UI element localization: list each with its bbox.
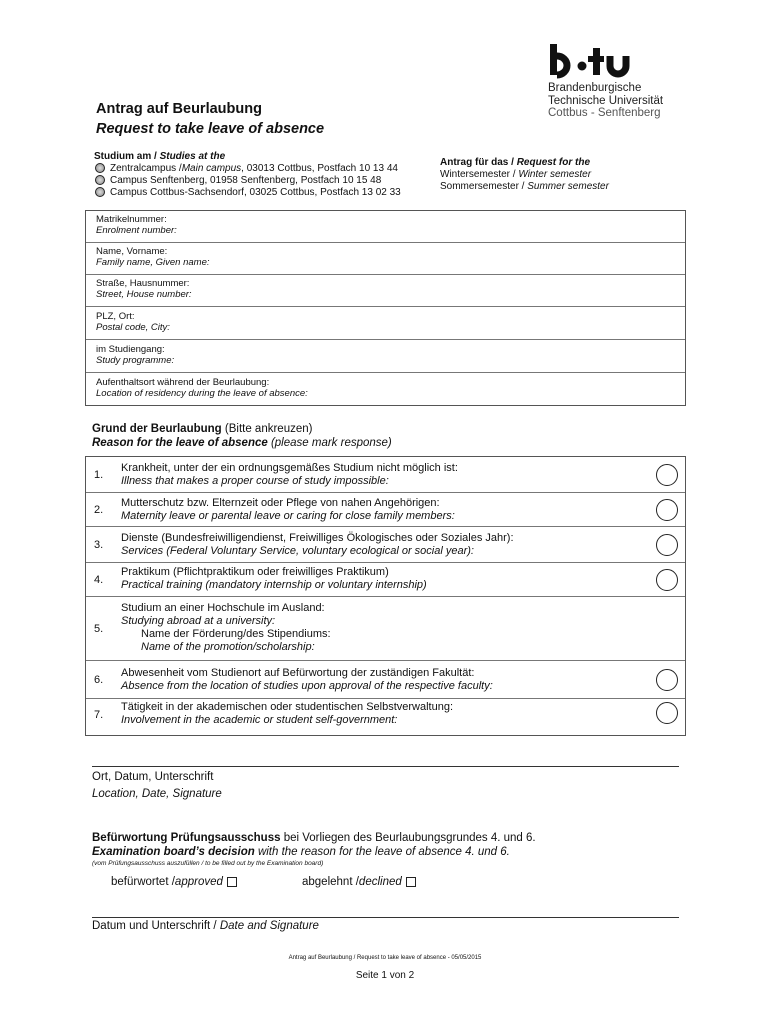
reason-row-maternity [86,493,685,527]
reason-row-self-government [86,699,685,735]
semester-option-label: Sommersemester / [440,181,528,192]
field-name[interactable] [86,243,685,275]
reason-text-en: Services (Federal Voluntary Service, voluntary ecological or social year): [121,545,474,557]
reason-text-de: Studium an einer Hochschule im Ausland: [121,602,325,614]
reason-checkbox-circle[interactable] [656,669,678,691]
field-label-en: Postal code, City: [96,322,170,333]
reason-row-abroad [86,597,685,661]
approved-checkbox[interactable] [227,877,237,887]
field-label: Matrikelnummer: [96,214,167,225]
campus-option-address: , 03013 Cottbus, Postfach 10 13 44 [241,162,398,174]
field-enrolment-number[interactable] [86,211,685,243]
reason-text-de: Dienste (Bundesfreiwilligendienst, Freiwilliges Ökologisches oder Soziales Jahr): [121,532,514,544]
reason-text [121,602,331,654]
reason-row-illness [86,457,685,493]
field-street[interactable] [86,275,685,307]
reason-text-en: Absence from the location of studies upon approval of the respective faculty: [121,680,493,692]
reason-text-de: Tätigkeit in der akademischen oder studentischen Selbstverwaltung: [121,701,454,713]
field-label: PLZ, Ort: [96,311,135,322]
reason-number: 5. [94,623,104,635]
field-label-en: Family name, Given name: [96,257,210,268]
semester-option-label-en: Summer semester [527,181,609,192]
reason-checkbox-circle[interactable] [656,534,678,556]
board-heading-rest-en: with the reason for the leave of absence 4. und 6. [254,846,510,858]
reason-text [121,497,455,523]
logo-line-2: Technische Universität [548,94,664,107]
campus-heading-de: Studium am / [94,151,160,162]
reason-heading-note: (Bitte ankreuzen) [221,423,313,435]
campus-option-sachsendorf[interactable] [95,186,401,198]
campus-option-label-en: Main campus [181,162,242,174]
reason-heading-english [92,437,392,449]
page-title: Antrag auf Beurlaubung [96,101,262,117]
reason-heading-bold: Grund der Beurlaubung [92,423,222,435]
field-postal-city[interactable] [86,308,685,340]
signature-line[interactable] [92,766,679,767]
semester-heading [440,157,590,168]
reason-text-en: Involvement in the academic or student self-government: [121,714,398,726]
reason-number: 1. [94,469,104,481]
radio-button[interactable] [95,163,105,173]
reason-heading-bold-en: Reason for the leave of absence [92,437,268,449]
reason-text-en: Illness that makes a proper course of study impossible: [121,475,389,487]
reason-heading [92,423,312,435]
reason-text-de: Praktikum (Pflichtpraktikum oder freiwilliges Praktikum) [121,566,389,578]
reason-checkbox-circle[interactable] [656,569,678,591]
field-study-programme[interactable] [86,341,685,373]
campus-option-main[interactable] [95,162,398,174]
reason-text-de: Abwesenheit vom Studienort auf Befürwortung der zuständigen Fakultät: [121,667,475,679]
approved-option[interactable] [111,876,237,888]
logo-line-1: Brandenburgische [548,82,642,94]
reason-checkbox-circle[interactable] [656,499,678,521]
personal-data-box [85,210,686,406]
signature-line-board[interactable] [92,917,679,918]
scholarship-label-de: Name der Förderung/des Stipendiums: [141,628,331,640]
logo-line-3: Cottbus - Senftenberg [548,107,661,119]
field-label: Straße, Hausnummer: [96,278,190,289]
board-heading-bold: Befürwortung Prüfungsausschuss [92,832,281,844]
board-heading-rest: bei Vorliegen des Beurlaubungsgrundes 4. und 6. [280,832,536,844]
reason-text [121,462,458,488]
board-signature-label [92,920,319,932]
page-title-english: Request to take leave of absence [96,121,325,137]
campus-option-label: Campus Cottbus-Sachsendorf, 03025 Cottbus, Postfach 13 02 33 [110,186,401,198]
reason-row-faculty [86,661,685,699]
declined-label: abgelehnt / [302,876,359,888]
approved-label: befürwortet / [111,876,175,888]
signature-label: Ort, Datum, Unterschrift [92,771,214,783]
reason-text-de: Krankheit, unter der ein ordnungsgemäßes Studium nicht möglich ist: [121,462,458,474]
field-label-en: Location of residency during the leave of absence: [96,388,308,399]
field-label: im Studiengang: [96,344,165,355]
scholarship-label-en: Name of the promotion/scholarship: [141,641,315,653]
campus-heading-en: Studies at the [159,151,226,162]
campus-option-senftenberg[interactable] [95,174,381,186]
reason-checkbox-circle[interactable] [656,702,678,724]
board-note: (vom Prüfungsausschuss auszufüllen / to be filled out by the Examination board) [92,860,324,867]
campus-option-label: Campus Senftenberg, 01958 Senftenberg, Postfach 10 15 48 [110,174,382,186]
reason-text-en: Maternity leave or parental leave or caring for close family members: [121,510,455,522]
signature-label-en: Location, Date, Signature [92,788,222,800]
reason-text-de: Mutterschutz bzw. Elternzeit oder Pflege von nahen Angehörigen: [121,497,440,509]
board-heading [92,832,536,844]
reason-number: 2. [94,504,104,516]
reason-row-services [86,527,685,563]
semester-heading-de: Antrag für das / [440,157,517,168]
radio-button[interactable] [95,187,105,197]
semester-option-label: Wintersemester / [440,169,519,180]
reason-text [121,667,493,693]
semester-option-label-en: Winter semester [518,169,592,180]
reason-row-internship [86,563,685,597]
declined-label-en: declined [358,876,402,888]
campus-option-label: Zentralcampus / [110,162,182,174]
reason-checkbox-circle[interactable] [656,464,678,486]
page-number: Seite 1 von 2 [355,970,415,981]
field-residency-location[interactable] [86,374,685,406]
reason-number: 6. [94,674,104,686]
reason-number: 7. [94,709,104,721]
field-label-en: Street, House number: [96,289,192,300]
reason-heading-note-en: (please mark response) [267,437,392,449]
field-label: Aufenthaltsort während der Beurlaubung: [96,377,270,388]
reason-table [85,456,686,736]
university-logo [548,42,718,120]
semester-heading-en: Request for the [516,157,591,168]
campus-heading [94,151,225,162]
semester-option-summer[interactable] [440,181,609,192]
radio-button[interactable] [95,175,105,185]
approved-label-en: approved [174,876,223,888]
board-signature-label-de: Datum und Unterschrift / [92,920,220,932]
board-heading-bold-en: Examination board’s decision [92,846,255,858]
field-label-en: Enrolment number: [96,225,177,236]
semester-option-winter[interactable] [440,169,591,180]
declined-option[interactable] [302,876,416,888]
footer-text: Antrag auf Beurlaubung / Request to take leave of absence - 05/05/2015 [288,955,482,961]
reason-number: 4. [94,574,104,586]
reason-text-en: Practical training (mandatory internship or voluntary internship) [121,579,427,591]
field-label-en: Study programme: [96,355,175,366]
btu-logo-mark [548,42,638,82]
board-signature-label-en: Date and Signature [219,920,319,932]
reason-number: 3. [94,539,104,551]
reason-text [121,532,514,558]
field-label: Name, Vorname: [96,246,168,257]
board-heading-english [92,846,510,858]
reason-text [121,701,453,727]
reason-text [121,566,427,592]
reason-text-en: Studying abroad at a university: [121,615,276,627]
declined-checkbox[interactable] [406,877,416,887]
